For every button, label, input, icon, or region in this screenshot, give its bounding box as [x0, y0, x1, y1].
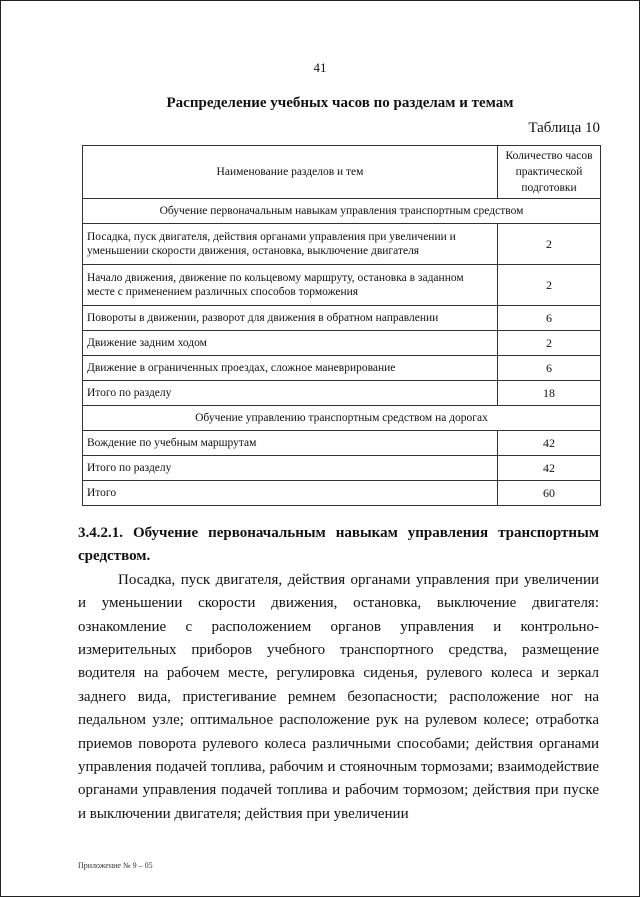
table-row: [83, 356, 601, 381]
topic-cell: Движение задним ходом: [83, 331, 498, 356]
subsection-heading: 3.4.2.1. Обучение первоначальным навыкам управления транспортным средством.: [78, 525, 599, 565]
section-subtotal-row: [83, 381, 601, 406]
table-row: [83, 306, 601, 331]
hours-cell: 60: [498, 481, 601, 506]
topic-cell: Повороты в движении, разворот для движения в обратном направлении: [83, 306, 498, 331]
table-header-row: [83, 146, 601, 199]
body-text: [78, 522, 599, 826]
table-row: [83, 265, 601, 306]
topic-cell: Итого: [83, 481, 498, 506]
section-title: Обучение первоначальным навыкам управления транспортным средством: [83, 199, 601, 224]
footer-note: Приложение № 9 – 05: [78, 861, 153, 870]
section-subtotal-row: [83, 456, 601, 481]
topic-cell: Вождение по учебным маршрутам: [83, 431, 498, 456]
hours-cell: 2: [498, 331, 601, 356]
column-header-topic: Наименование разделов и тем: [83, 146, 498, 199]
hours-cell: 6: [498, 356, 601, 381]
hours-table: [82, 145, 601, 506]
topic-cell: Начало движения, движение по кольцевому маршруту, остановка в заданном месте с применением различных способов торможения: [83, 265, 498, 306]
topic-cell: Итого по разделу: [83, 456, 498, 481]
hours-cell: 6: [498, 306, 601, 331]
total-row: [83, 481, 601, 506]
page-title: Распределение учебных часов по разделам и темам: [166, 95, 514, 111]
table-row: [83, 331, 601, 356]
topic-cell: Посадка, пуск двигателя, действия органами управления при увеличении и уменьшении скорости движения, остановка, выключение двигателя: [83, 224, 498, 265]
topic-cell: Итого по разделу: [83, 381, 498, 406]
hours-cell: 18: [498, 381, 601, 406]
section-row: [83, 406, 601, 431]
page-number: 41: [313, 60, 327, 75]
topic-cell: Движение в ограниченных проездах, сложное маневрирование: [83, 356, 498, 381]
column-header-hours: Количество часов практической подготовки: [498, 146, 601, 199]
hours-cell: 42: [498, 431, 601, 456]
hours-cell: 42: [498, 456, 601, 481]
hours-cell: 2: [498, 224, 601, 265]
hours-cell: 2: [498, 265, 601, 306]
body-paragraph: Посадка, пуск двигателя, действия органами управления при увеличении и уменьшении скорости движения, остановка, выключение двигателя: ознакомление с расположением органов управления и контрольно-измерительных приборов учебного транспортного средства, размещение водителя на рабочем месте, регулировка сиденья, рулевого колеса и зеркал заднего вида, пристегивание ремнем безопасности; расположение ног на педальном узле; оптимальное расположение рук на рулевом колесе; отработка приемов поворота рулевого колеса различными способами; действия органами управления подачей топлива, рабочим и стояночным тормозами; взаимодействие органами управления подачей топлива и рабочим тормозом; действия при пуске и выключении двигателя; действия при увеличении: [78, 571, 599, 822]
section-row: [83, 199, 601, 224]
section-title: Обучение управлению транспортным средством на дорогах: [83, 406, 601, 431]
table-label: Таблица 10: [528, 120, 600, 136]
table-row: [83, 224, 601, 265]
table-row: [83, 431, 601, 456]
